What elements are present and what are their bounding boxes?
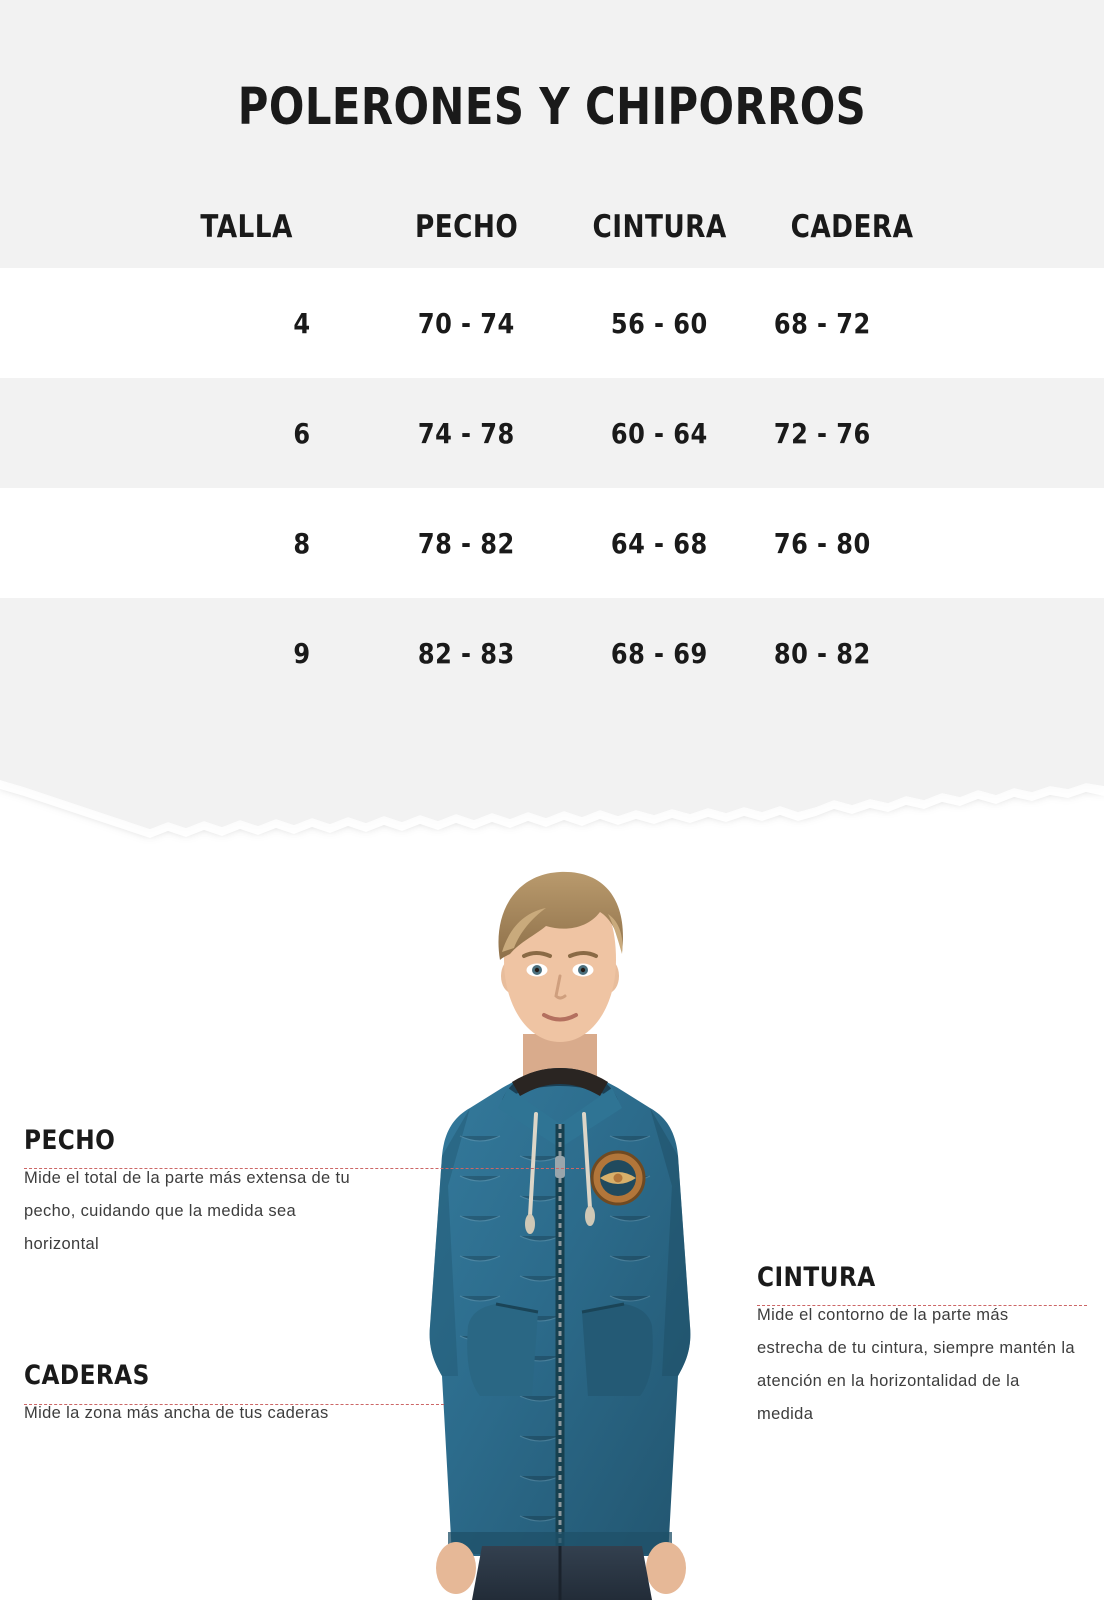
- size-table-sheet: [0, 0, 1104, 772]
- cell-text: 68 - 72: [774, 306, 871, 340]
- cell-cintura: [563, 378, 756, 488]
- cell-text: 72 - 76: [774, 416, 871, 450]
- table-row: [0, 268, 1104, 378]
- cell-cadera: [756, 378, 1104, 488]
- cell-text: 60 - 64: [611, 416, 709, 450]
- cell-text: 64 - 68: [611, 526, 709, 560]
- cell-text: 76 - 80: [774, 526, 871, 560]
- annotation-cintura-text: Mide el contorno de la parte más estrecha de tu cintura, siempre mantén la atención en la horizontalidad de la medida: [757, 1306, 1075, 1423]
- cell-talla: [0, 488, 370, 598]
- cell-cintura: [563, 488, 756, 598]
- cell-text: 80 - 82: [774, 636, 871, 670]
- table-row: [0, 378, 1104, 488]
- size-table: [0, 186, 1104, 708]
- cell-talla: [0, 378, 370, 488]
- column-header-talla: TALLA: [200, 209, 293, 245]
- cell-text: 4: [293, 306, 311, 340]
- cell-pecho: [370, 598, 563, 708]
- cell-talla: [0, 598, 370, 708]
- product-photo: [360, 856, 760, 1600]
- annotation-caderas: [24, 1360, 334, 1430]
- cell-cintura: [563, 268, 756, 378]
- badge-icon: [592, 1152, 644, 1204]
- cell-pecho: [370, 268, 563, 378]
- cell-text: 6: [293, 416, 311, 450]
- cell-text: 70 - 74: [418, 306, 515, 340]
- table-row: [0, 488, 1104, 598]
- cell-text: 68 - 69: [611, 636, 709, 670]
- table-header-row: [0, 186, 1104, 268]
- annotation-caderas-heading: CADERAS: [24, 1360, 150, 1391]
- cell-cintura: [563, 598, 756, 708]
- cell-talla: [0, 268, 370, 378]
- annotation-pecho-text: Mide el total de la parte más extensa de tu pecho, cuidando que la medida sea horizontal: [24, 1169, 350, 1253]
- cell-cadera: [756, 488, 1104, 598]
- annotation-pecho-heading: PECHO: [24, 1125, 116, 1156]
- annotation-cintura-heading: CINTURA: [757, 1262, 876, 1293]
- cell-text: 78 - 82: [418, 526, 515, 560]
- cell-text: 8: [293, 526, 311, 560]
- annotation-pecho: [24, 1125, 354, 1261]
- column-header-pecho: PECHO: [414, 209, 519, 245]
- cell-text: 74 - 78: [418, 416, 515, 450]
- cell-text: 56 - 60: [611, 306, 709, 340]
- annotation-caderas-text: Mide la zona más ancha de tus caderas: [24, 1404, 329, 1422]
- boy-wearing-hoodie-illustration: [360, 856, 760, 1600]
- annotation-cintura: [757, 1262, 1077, 1431]
- cell-pecho: [370, 488, 563, 598]
- cell-text: 82 - 83: [418, 636, 515, 670]
- column-header-cintura: CINTURA: [592, 209, 727, 245]
- cell-text: 9: [293, 636, 311, 670]
- page-title: POLERONES Y CHIPORROS: [237, 78, 867, 137]
- cell-pecho: [370, 378, 563, 488]
- cell-cadera: [756, 268, 1104, 378]
- cell-cadera: [756, 598, 1104, 708]
- table-row: [0, 598, 1104, 708]
- column-header-cadera: CADERA: [790, 209, 914, 245]
